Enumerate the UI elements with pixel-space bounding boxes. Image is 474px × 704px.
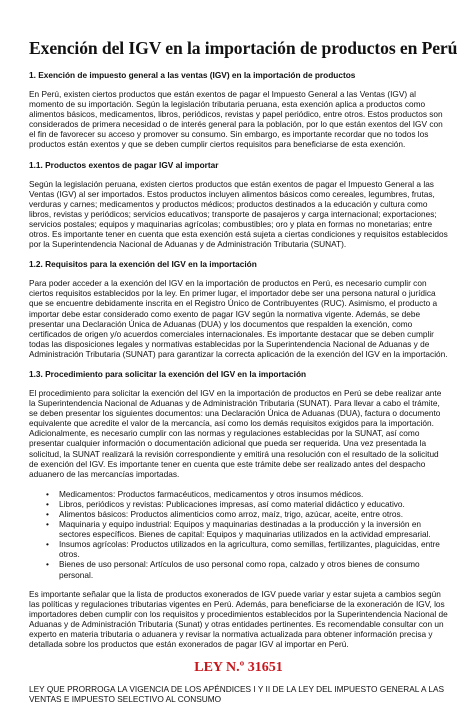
bullet-icon: • [46,509,49,519]
section-1-1-paragraph: Según la legislación peruana, existen ciertos productos que están exentos de pagar el Impuesto General a las Ventas (IGV) al ser importados. Estos productos incluyen alimentos básicos como cereales, legumbres, frutas, verduras y carnes; medicamentos y productos médicos; productos destinados a la educación y cultura como libros, revistas y periódicos; servicios educativos; transporte de pasajeros y carga internacional; exportaciones; servicios postales; equipos y maquinarias agrícolas; combustibles; oro y plata en formas no monetarias; entre otros. Es importante tener en cuenta que esta exención está sujeta a ciertas condiciones y requisitos establecidos por la Superintendencia Nacional de Aduanas y de Administración Tributaria (SUNAT). [29,178,448,250]
list-item [46,519,448,540]
section-1-heading: 1. Exención de impuesto general a las ventas (IGV) en la importación de productos [29,70,356,80]
closing-paragraph: Es importante señalar que la lista de productos exonerados de IGV puede variar y estar sujeta a cambios según las políticas y regulaciones tributarias vigentes en Perú. Además, para beneficiarse de la exoneración de IGV, los importadores deben cumplir con los requisitos y procedimientos establecidos por la Superintendencia Nacional de Aduanas y de Administración Tributaria (Sunat) y otras entidades pertinentes. Es recomendable consultar con un experto en materia tributaria o aduanera y revisar la normativa actualizada para obtener información precisa y detallada sobre los productos que están exonerados de pagar IGV al importar en Perú. [29,588,448,650]
section-1-1-heading: 1.1. Productos exentos de pagar IGV al importar [29,159,219,170]
ley-subtitle: LEY QUE PRORROGA LA VIGENCIA DE LOS APÉNDICES I Y II DE LA LEY DEL IMPUESTO GENERAL A LAS VENTAS E IMPUESTO SELECTIVO AL CONSUMO [29,684,445,704]
bullet-icon: • [46,519,49,530]
document-title: Exención del IGV en la importación de productos en Perú [29,38,458,58]
bullet-icon: • [46,488,49,499]
section-1-3-paragraph: El procedimiento para solicitar la exención del IGV en la importación de productos en Perú se debe realizar ante la Superintendencia Nacional de Aduanas y de Administración Tributaria (SUNAT). Para llevar a cabo el trámite, se deben presentar los siguientes documentos: una Declaración Única de Aduanas (DUA), factura o documento equivalente que acredite el valor de la mercancía, así como los demás requisitos exigidos para la importación. Adicionalmente, es necesario cumplir con las normas y regulaciones establecidas por la SUNAT, así como presentar cualquier información o documentación adicional que pueda ser requerida. Una vez presentada la solicitud, la SUNAT realizará la revisión correspondiente y emitirá una resolución con el resultado de la solicitud de exención del IGV. Es importante tener en cuenta que este trámite debe ser realizado antes del despacho aduanero de las mercancías importadas. [29,387,442,479]
ley-title: LEY N.º 31651 [194,660,283,676]
bullet-icon: • [46,559,49,570]
list-item-text: Medicamentos: Productos farmacéuticos, medicamentos y otros insumos médicos. [59,488,364,499]
exempt-products-list [29,489,448,580]
list-item [46,509,448,519]
section-1-2-paragraph: Para poder acceder a la exención del IGV en la importación de productos en Perú, es necesario cumplir con ciertos requisitos establecidos por la ley. En primer lugar, el importador debe ser una persona natural o jurídica que se encuentre debidamente inscrita en el Registro Único de Contribuyentes (RUC). Asimismo, el producto a importar debe estar considerado como exento de pagar IGV según la normativa vigente. Además, se debe presentar una Declaración Única de Aduanas (DUA) y los documentos que respalden la exención, como certificados de origen y/o acuerdos comerciales internacionales. Es importante destacar que se deben cumplir todas las disposiciones legales y normativas establecidas por la Superintendencia Nacional de Aduanas y de Administración Tributaria (SUNAT) para garantizar la correcta aplicación de la exención del IGV en la importación. [29,278,448,359]
list-item [46,498,448,509]
list-item-text: Alimentos básicos: Productos alimenticios como arroz, maíz, trigo, azúcar, aceite, entre otros. [59,509,404,519]
bullet-icon: • [46,498,49,509]
section-1-paragraph: En Perú, existen ciertos productos que están exentos de pagar el Impuesto General a las Ventas (IGV) al momento de su importación. Según la legislación tributaria peruana, esta exención aplica a productos como alimentos básicos, medicamentos, libros, periódicos, revistas y papel periódico, entre otros. Estos productos son considerados de primera necesidad o de interés general para la población, por lo que están exentos del IGV con el fin de favorecer su acceso y promover su consumo. Sin embargo, es importante recordar que no todos los productos están exentos y que se deben cumplir ciertos requisitos para beneficiarse de esta exención. [29,89,443,150]
section-1-2-heading: 1.2. Requisitos para la exención del IGV en la importación [29,259,257,270]
section-1-3-heading: 1.3. Procedimiento para solicitar la exención del IGV en la importación [29,368,307,379]
list-item [46,539,448,560]
list-item-text: Libros, periódicos y revistas: Publicaciones impresas, así como material didáctico y educativo. [59,498,405,509]
list-item [46,559,448,580]
list-item [46,488,448,499]
list-item-text: Insumos agrícolas: Productos utilizados en la agricultura, como semillas, fertilizantes, plaguicidas, entre otros. [59,539,440,560]
list-item-text: Bienes de uso personal: Artículos de uso personal como ropa, calzado y otros bienes de consumo personal. [59,559,420,580]
bullet-icon: • [46,539,49,550]
list-item-text: Maquinaria y equipo industrial: Equipos y maquinarias destinadas a la producción y la inversión en sectores específicos. Bienes de capital: Equipos y maquinarias utilizados en la actividad empresarial. [59,519,431,540]
